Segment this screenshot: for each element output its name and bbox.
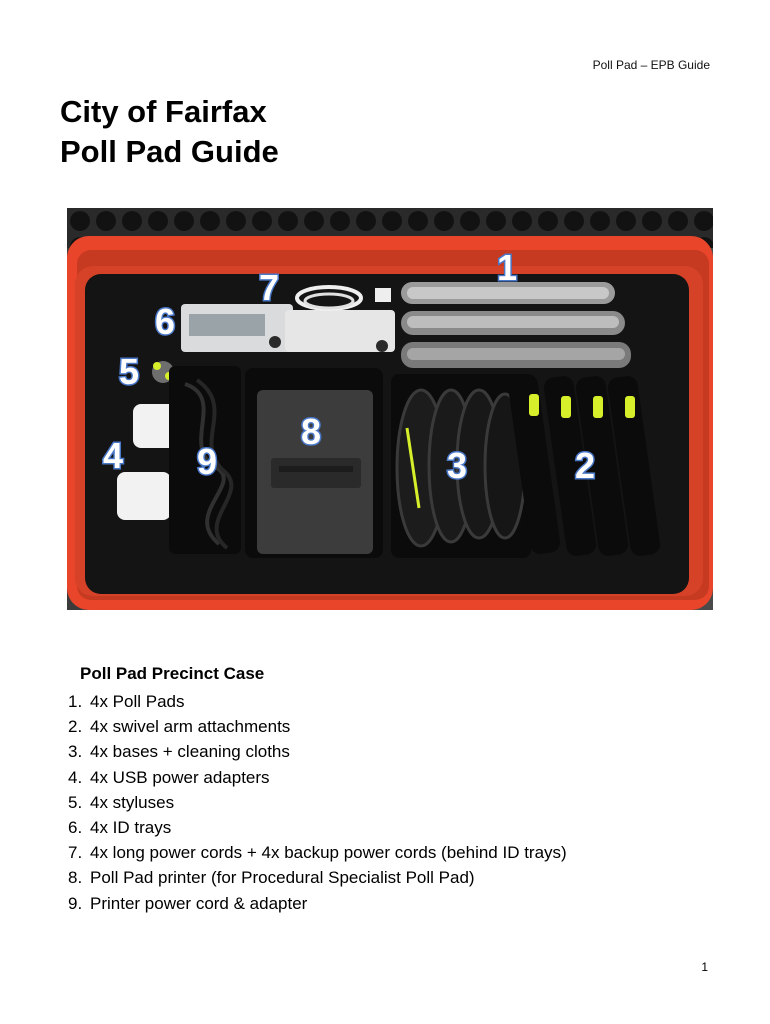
callout-4: 4 — [103, 435, 124, 476]
running-header: Poll Pad – EPB Guide — [592, 58, 710, 72]
contents-list — [68, 689, 567, 916]
callout-7: 7 — [259, 267, 280, 308]
callout-5: 5 — [119, 351, 140, 392]
list-heading: Poll Pad Precinct Case — [80, 664, 265, 683]
list-item — [68, 714, 567, 739]
callout-8: 8 — [301, 411, 322, 452]
list-item-text: Poll Pad printer (for Procedural Specialist Poll Pad) — [90, 868, 475, 888]
list-item — [68, 865, 567, 890]
list-item-text: 4x ID trays — [90, 818, 172, 838]
callout-2: 2 — [575, 445, 596, 486]
list-item — [68, 765, 567, 790]
callout-3: 3 — [447, 445, 468, 486]
list-item — [68, 815, 567, 840]
id-trays — [181, 304, 395, 352]
list-item-number: 6. — [68, 818, 83, 838]
list-item-number: 2. — [68, 717, 83, 737]
title-line-2: Poll Pad Guide — [60, 134, 279, 169]
callout-1: 1 — [497, 247, 518, 288]
poll-pads — [401, 282, 631, 368]
printer — [245, 368, 383, 558]
list-item — [68, 739, 567, 764]
list-item-text: 4x long power cords + 4x backup power cords (behind ID trays) — [90, 843, 567, 863]
list-item-number: 3. — [68, 742, 83, 762]
list-item — [68, 891, 567, 916]
list-item-number: 9. — [68, 893, 83, 913]
list-item-text: 4x bases + cleaning cloths — [90, 742, 290, 762]
callout-9: 9 — [197, 441, 218, 482]
title-line-1: City of Fairfax — [60, 94, 267, 129]
list-item-text: Printer power cord & adapter — [90, 893, 308, 913]
list-item-number: 4. — [68, 767, 83, 787]
list-item-text: 4x styluses — [90, 792, 175, 812]
list-item-number: 7. — [68, 843, 83, 863]
list-item-text: 4x USB power adapters — [90, 767, 270, 787]
list-item-number: 8. — [68, 868, 83, 888]
list-item-text: 4x swivel arm attachments — [90, 717, 291, 737]
list-item — [68, 790, 567, 815]
list-item — [68, 840, 567, 865]
list-item — [68, 689, 567, 714]
page-number: 1 — [701, 960, 708, 974]
list-item-number: 1. — [68, 692, 83, 711]
list-item-number: 5. — [68, 792, 83, 812]
page-title — [60, 92, 279, 172]
case-photo — [67, 208, 713, 610]
callout-6: 6 — [155, 301, 176, 342]
list-item-text: 4x Poll Pads — [90, 692, 185, 711]
